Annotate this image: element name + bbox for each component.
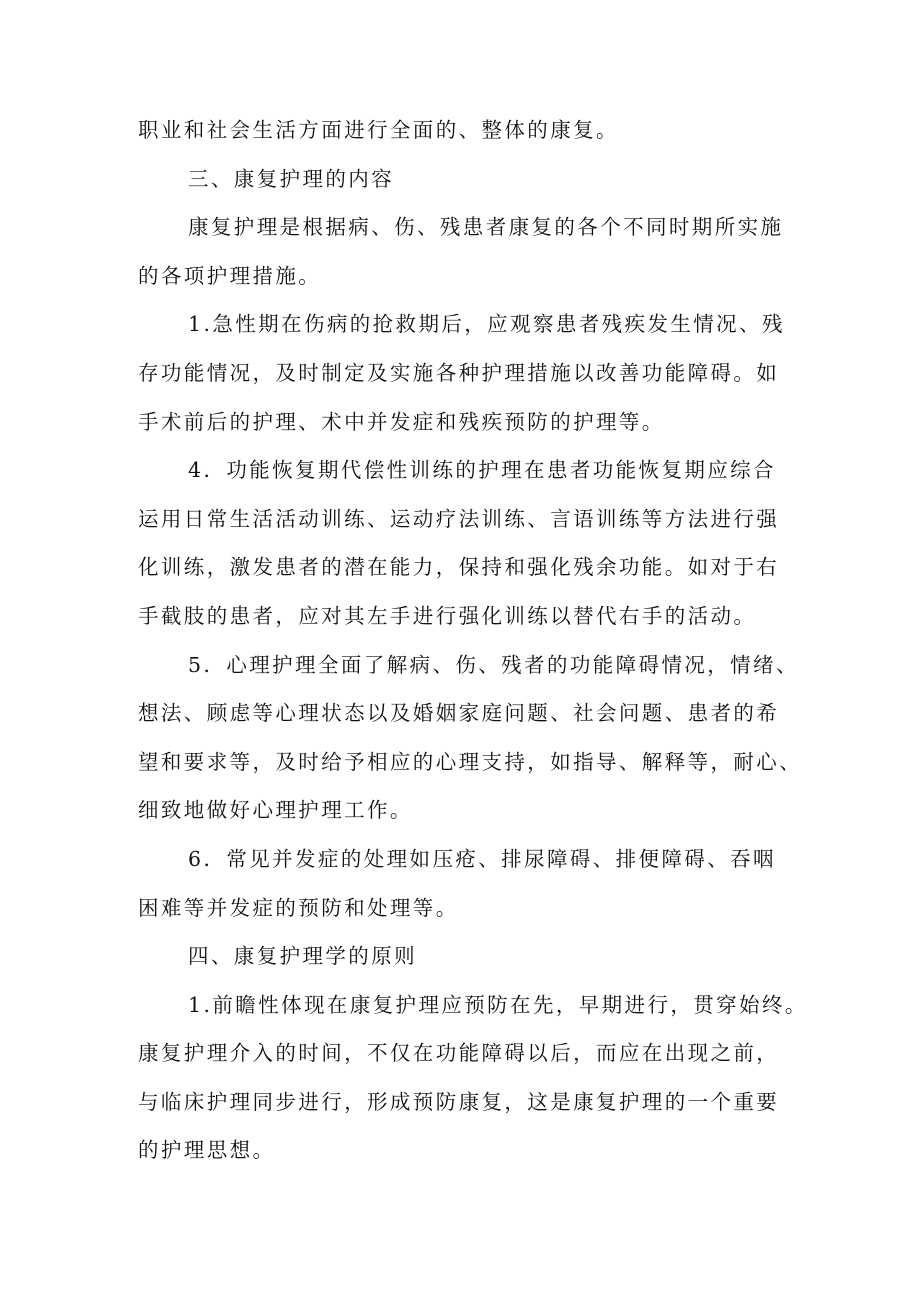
- text-line: 与临床护理同步进行，形成预防康复，这是康复护理的一个重要: [138, 1089, 780, 1114]
- text-line: 5．心理护理全面了解病、伤、残者的功能障碍情况，情绪、: [188, 652, 799, 677]
- text-line: 细致地做好心理护理工作。: [138, 798, 413, 823]
- document-page: [138, 106, 808, 1175]
- text-line: 存功能情况，及时制定及实施各种护理措施以改善功能障碍。如: [138, 360, 780, 385]
- text-line: 望和要求等，及时给予相应的心理支持，如指导、解释等，耐心、: [138, 749, 803, 774]
- text-line: 想法、顾虑等心理状态以及婚姻家庭问题、社会问题、患者的希: [138, 701, 780, 726]
- text-line: 手截肢的患者，应对其左手进行强化训练以替代右手的活动。: [138, 603, 757, 628]
- text-line: 1.前瞻性体现在康复护理应预防在先，早期进行，贯穿始终。: [188, 992, 808, 1017]
- text-line: 困难等并发症的预防和处理等。: [138, 895, 459, 920]
- text-line: 1.急性期在伤病的抢救期后，应观察患者残疾发生情况、残: [188, 312, 785, 337]
- text-line: 6．常见并发症的处理如压疮、排尿障碍、排便障碍、吞咽: [188, 846, 776, 871]
- text-line: 康复护理介入的时间，不仅在功能障碍以后，而应在出现之前，: [138, 1041, 780, 1066]
- text-line: 运用日常生活活动训练、运动疗法训练、言语训练等方法进行强: [138, 506, 780, 531]
- text-line: 4．功能恢复期代偿性训练的护理在患者功能恢复期应综合: [188, 458, 776, 483]
- text-line: 化训练，激发患者的潜在能力，保持和强化残余功能。如对于右: [138, 555, 780, 580]
- text-line: 康复护理是根据病、伤、残患者康复的各个不同时期所实施: [188, 215, 784, 240]
- text-line: 手术前后的护理、术中并发症和残疾预防的护理等。: [138, 409, 665, 434]
- section-heading-content: 三、康复护理的内容: [188, 166, 395, 191]
- text-line: 的各项护理措施。: [138, 263, 322, 288]
- section-heading-principles: 四、康复护理学的原则: [188, 944, 417, 969]
- text-line: 的护理思想。: [138, 1138, 276, 1163]
- text-line: 职业和社会生活方面进行全面的、整体的康复。: [138, 118, 619, 142]
